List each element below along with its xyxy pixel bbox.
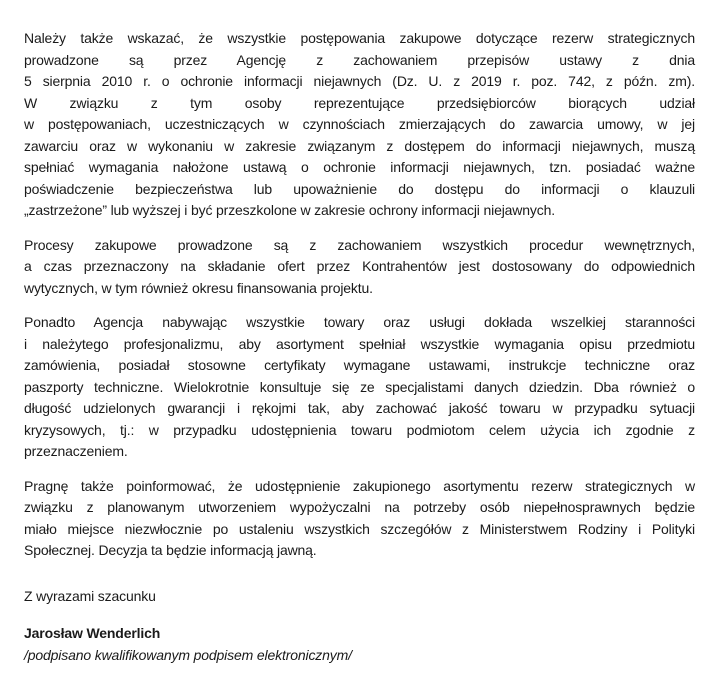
letter-body	[24, 28, 695, 562]
paragraph-line: w postępowaniach, uczestniczących w czynnościach zmierzających do zawarcia umowy, w jej	[24, 116, 695, 132]
paragraph-line: spełniać wymagania nałożone ustawą o ochronie informacji niejawnych, tzn. posiadać ważne	[24, 159, 695, 175]
paragraph	[24, 235, 695, 300]
paragraph-line: W związku z tym osoby reprezentujące przedsiębiorców biorących udział	[24, 94, 695, 111]
paragraph	[24, 28, 695, 222]
paragraph-line: wytycznych, w tym również okresu finansowania projektu.	[24, 279, 373, 296]
paragraph-line: Procesy zakupowe prowadzone są z zachowaniem wszystkich procedur wewnętrznych,	[24, 236, 695, 253]
closing-salutation: Z wyrazami szacunku	[24, 587, 156, 604]
paragraph-line: miało miejsce niezwłocznie po ustaleniu wszystkich szczegółów z Ministerstwem Rodziny i Polityki	[24, 520, 695, 537]
paragraph-line: i należytego profesjonalizmu, aby asortyment spełniał wszystkie wymagania opisu przedmiotu	[24, 335, 695, 352]
paragraph-line: prowadzone są przez Agencję z zachowaniem przepisów ustawy z dnia	[24, 51, 695, 68]
paragraph-line: związku z planowanym utworzeniem wypożyczalni na potrzeby osób niepełnosprawnych będzie	[24, 499, 695, 515]
paragraph-line: Należy także wskazać, że wszystkie postępowania zakupowe dotyczące rezerw strategicznych	[24, 30, 695, 46]
paragraph-line: Społecznej. Decyzja ta będzie informacją jawną.	[24, 542, 317, 558]
paragraph-line: długość udzielonych gwarancji i rękojmi tak, aby zachować jakość towaru w przypadku sytuacji	[24, 400, 695, 416]
signature-name: Jarosław Wenderlich	[24, 625, 161, 641]
paragraph-line: zamówienia, posiadał stosowne certyfikaty wymagane ustawami, instrukcje techniczne oraz	[24, 357, 695, 373]
paragraph-line: 5 sierpnia 2010 r. o ochronie informacji niejawnych (Dz. U. z 2019 r. poz. 742, z późn. zm).	[24, 73, 695, 89]
signature-note: /podpisano kwalifikowanym podpisem elektronicznym/	[24, 646, 352, 663]
paragraph-line: „zastrzeżone” lub wyższej i być przeszkolone w zakresie ochrony informacji niejawnych.	[24, 202, 555, 218]
paragraph-line: kryzysowych, tj.: w przypadku udostępnienia towaru podmiotom celem użycia ich zgodnie z	[24, 421, 695, 438]
paragraph-line: Ponadto Agencja nabywając wszystkie towary oraz usługi dokłada wszelkiej staranności	[24, 314, 695, 330]
paragraph-line: a czas przeznaczony na składanie ofert przez Kontrahentów jest dostosowany do odpowiednich	[24, 258, 695, 274]
paragraph-line: paszporty techniczne. Wielokrotnie konsultuje się ze specjalistami danych dziedzin. Dba również o	[24, 378, 695, 395]
paragraph-line: Pragnę także poinformować, że udostępnienie zakupionego asortymentu rezerw strategicznych w	[24, 477, 695, 494]
paragraph-line: poświadczenie bezpieczeństwa lub upoważnienie do dostępu do informacji o klauzuli	[24, 180, 695, 197]
paragraph	[24, 312, 695, 463]
paragraph	[24, 476, 695, 562]
paragraph-line: przeznaczeniem.	[24, 443, 128, 459]
paragraph-line: zawarciu oraz w wykonaniu w zakresie związanym z dostępem do informacji niejawnych, muszą	[24, 137, 695, 154]
